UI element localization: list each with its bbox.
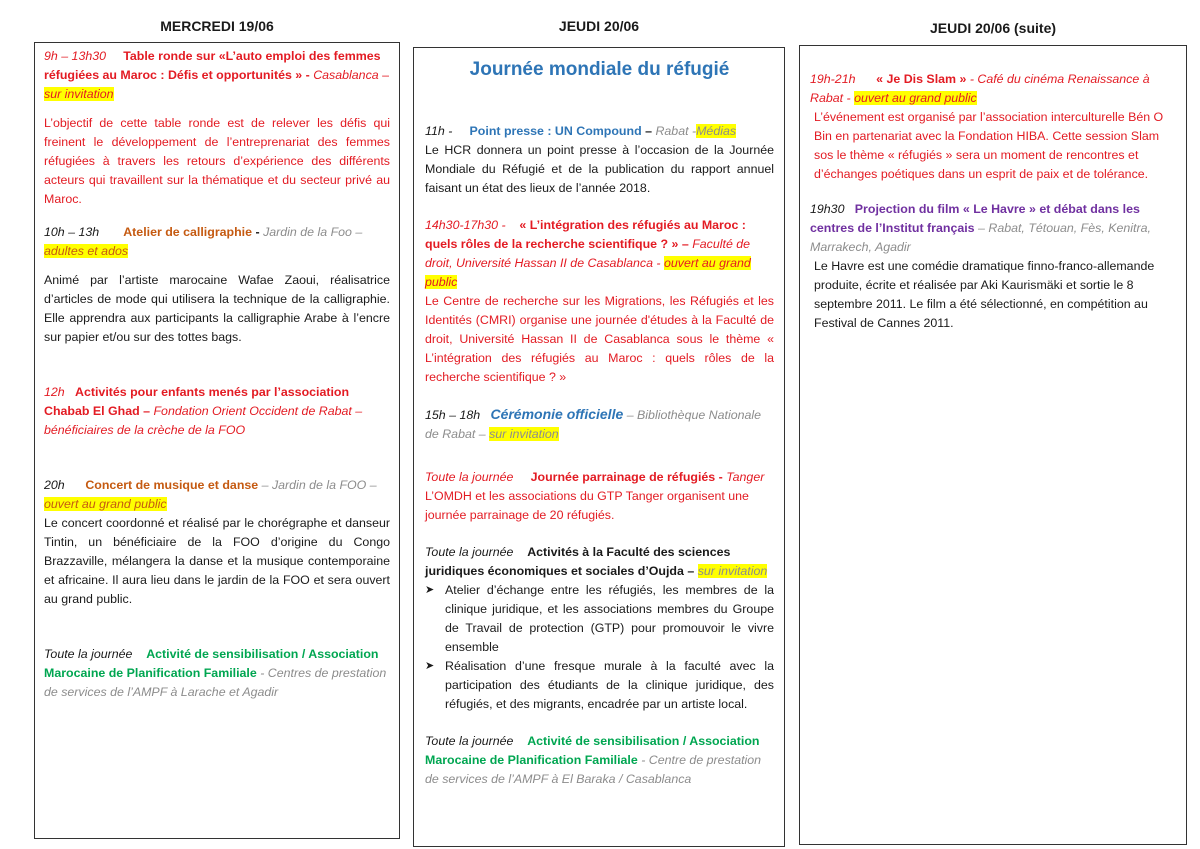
event-description: L’événement est organisé par l’association interculturelle Bén O Bin en partenariat avec la Fondation HIBA. Cette session Slam sos le thème « réfugiés » sera un moment de rencontres et d’échanges poétiques dans un esprit de paix et de tolérance. <box>814 110 1164 181</box>
arrow-bullet-icon: ➤ <box>425 584 435 596</box>
thursday-column <box>413 47 785 847</box>
event-time: Toute la journée <box>425 545 514 559</box>
event-awareness-ampf-casablanca <box>425 732 774 789</box>
event-oujda-faculty <box>425 543 774 714</box>
list-item-text: Atelier d’échange entre les réfugiés, les membres de la clinique juridique, et les associations membres du Groupe de Travail de protection (GTP) pour promouvoir le vivre ensemble <box>445 583 774 654</box>
event-place: Tanger <box>726 470 765 484</box>
event-time: Toute la journée <box>425 734 514 748</box>
event-description: L’objectif de cette table ronde est de relever les défis qui freinent le développement de l’entreprenariat des femmes réfugiées à travers les retours d’expérience des différents acteurs qui travaillent sur la thématique et du secteur privé au Maroc. <box>44 116 390 206</box>
event-place: - Centres de prestation de services de l’AMPF à Larache et Agadir <box>44 666 387 699</box>
event-official-ceremony <box>425 405 774 444</box>
event-place: Jardin de la Foo – <box>263 225 363 239</box>
event-film-screening <box>810 200 1176 333</box>
header-thursday: JEUDI 20/06 <box>558 18 640 34</box>
event-time: 10h – 13h <box>44 225 100 239</box>
event-time: Toute la journée <box>425 470 514 484</box>
event-title: Activité de sensibilisation / Association Marocaine de Planification Familiale <box>425 734 760 767</box>
event-description: Le HCR donnera un point presse à l’occasion de la Journée Mondiale du Réfugié et de la publication du rapport annuel faisant un état des lieux de l’année 2018. <box>425 143 774 195</box>
event-place: – Jardin de la FOO – <box>261 478 377 492</box>
access-badge: ouvert au grand public <box>425 256 751 289</box>
event-title: Atelier de calligraphie <box>123 225 253 239</box>
event-time: 14h30-17h30 - <box>425 218 506 232</box>
event-integration-study-day <box>425 216 774 387</box>
event-description: Le Centre de recherche sur les Migrations, les Réfugiés et les Identités (CMRI) organise une journée d'études à la Faculté de droit, Université Hassan II de Casablanca sous le thème « L’intégration des réfugiés au Maroc : quels rôles de la recherche scientifique ? » <box>425 294 774 384</box>
event-awareness-ampf <box>44 645 390 702</box>
event-title: Activités pour enfants menés par l’association Chabab El Ghad – <box>44 385 350 418</box>
separator: – <box>645 124 653 138</box>
event-time: 19h-21h <box>810 72 856 86</box>
access-badge: sur invitation <box>44 87 114 101</box>
event-place: - Centre de prestation de services de l’AMPF à El Baraka / Casablanca <box>425 753 762 786</box>
event-round-table <box>44 47 390 209</box>
page-title: Journée mondiale du réfugié <box>469 59 730 80</box>
access-badge: ouvert au grand public <box>854 91 977 105</box>
list-item <box>425 657 774 714</box>
event-title: Projection du film « Le Havre » et débat dans les centres de l’Institut français <box>810 202 1140 235</box>
event-sponsorship-day <box>425 468 774 525</box>
access-badge: adultes et ados <box>44 244 129 258</box>
access-badge: sur invitation <box>697 564 768 578</box>
event-title: Activité de sensibilisation / Association Marocaine de Planification Familiale <box>44 647 379 680</box>
event-description: Animé par l’artiste marocaine Wafae Zaoui, réalisatrice d’articles de mode qui utilisera la technique de la calligraphie. Elle apprendra aux participants la calligraphie Arabe à l’encre sur papier et/ou sur des tottes bags. <box>44 273 390 344</box>
event-time: 12h <box>44 385 65 399</box>
event-place: – Bibliothèque Nationale de Rabat – <box>425 408 762 441</box>
event-children-activities <box>44 383 390 440</box>
event-description: Le Havre est une comédie dramatique finno-franco-allemande produite, écrite et réalisée par Aki Kaurismäki et sortie le 8 septembre 2011. Le film a été sélectionné, en compétition au Festival de Cannes 2011. <box>814 259 1155 330</box>
separator: – <box>382 68 390 82</box>
event-time: 15h – 18h <box>425 408 481 422</box>
header-wednesday: MERCREDI 19/06 <box>160 18 274 34</box>
event-time: 19h30 <box>810 202 845 216</box>
event-title: Point presse : UN Compound <box>469 124 642 138</box>
thursday-continued-column <box>799 45 1187 845</box>
separator: - <box>255 225 260 239</box>
header-thursday-continued: JEUDI 20/06 (suite) <box>929 20 1057 36</box>
event-title: Cérémonie officielle <box>490 406 624 422</box>
event-title: « L’intégration des réfugiés au Maroc : quels rôles de la recherche scientifique ? » – <box>425 218 746 251</box>
wednesday-column <box>34 42 400 839</box>
event-time: 20h <box>44 478 65 492</box>
event-place: – Rabat, Tétouan, Fès, Kenitra, Marrakech, Agadir <box>810 221 1151 254</box>
event-title: Concert de musique et danse <box>85 478 259 492</box>
event-time: Toute la journée <box>44 647 133 661</box>
arrow-bullet-icon: ➤ <box>425 660 435 672</box>
separator: – <box>687 564 695 578</box>
access-badge: ouvert au grand public <box>44 497 167 511</box>
access-badge: sur invitation <box>489 427 559 441</box>
event-title: Journée parrainage de réfugiés - <box>530 470 723 484</box>
list-item <box>425 581 774 657</box>
event-slam <box>810 70 1176 184</box>
event-place: Casablanca <box>313 68 379 82</box>
event-place: Faculté de droit, Université Hassan II de Casablanca - <box>425 237 751 270</box>
event-title: Activités à la Faculté des sciences juridiques économiques et sociales d’Oujda <box>425 545 731 578</box>
list-item-text: Réalisation d’une fresque murale à la faculté avec la participation des étudiants de la clinique juridique, des réfugiés, et des migrants, encadrée par un artiste local. <box>445 659 774 711</box>
event-time: 11h - <box>425 124 453 138</box>
activity-list <box>425 581 774 714</box>
event-place: Rabat - <box>655 124 697 138</box>
event-place: Fondation Orient Occident de Rabat – bénéficiaires de la crèche de la FOO <box>44 404 363 437</box>
event-concert <box>44 476 390 609</box>
event-time: 9h – 13h30 <box>44 49 107 63</box>
event-place: - Café du cinéma Renaissance à Rabat - <box>810 72 1150 105</box>
access-badge: Médias <box>696 124 737 138</box>
event-title: « Je Dis Slam » <box>876 72 967 86</box>
event-description: L’OMDH et les associations du GTP Tanger organisent une journée parrainage de 20 réfugiés. <box>425 489 749 522</box>
event-calligraphy <box>44 223 390 347</box>
event-title: Table ronde sur «L’auto emploi des femmes réfugiées au Maroc : Défis et opportunités » - <box>44 49 381 82</box>
event-description: Le concert coordonné et réalisé par le chorégraphe et danseur Tintin, un bénéficiaire de la FOO d’origine du Congo Brazzaville, mélangera la danse et la musique contemporaine et africaine. Il aura lieu dans le jardin de la FOO et sera ouvert au grand public. <box>44 516 390 606</box>
event-press-point <box>425 122 774 198</box>
